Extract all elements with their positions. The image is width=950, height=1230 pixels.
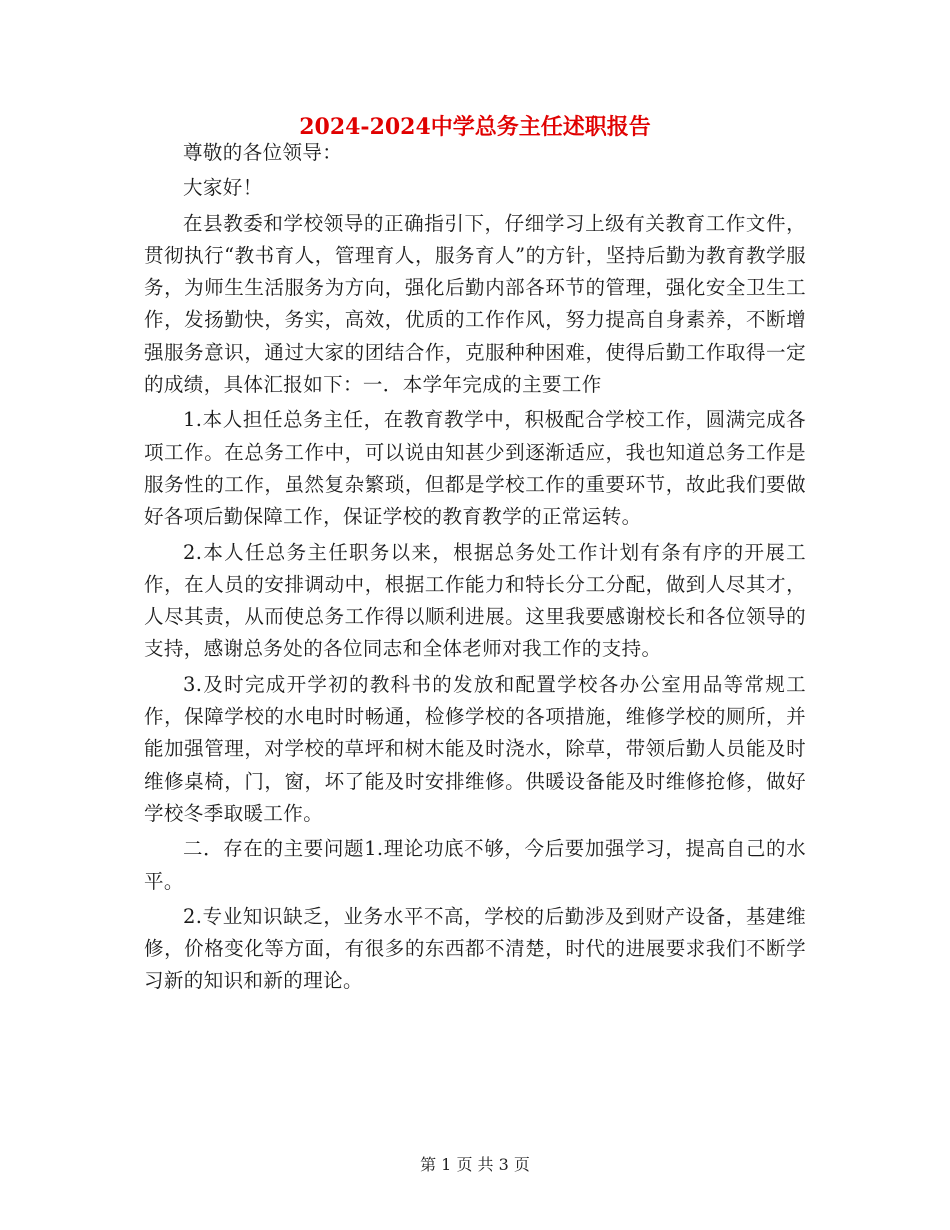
document-title: 2024-2024中学总务主任述职报告 [299,114,651,140]
greeting: 大家好！ [183,176,263,200]
problem-item-1: 二．存在的主要问题1.理论功底不够，今后要加强学习，提高自己的水平。 [144,837,806,893]
work-item-1: 1.本人担任总务主任，在教育教学中，积极配合学校工作，圆满完成各项工作。在总务工作中，可以说由知甚少到逐渐适应，我也知道总务工作是服务性的工作，虽然复杂繁琐，但都是学校工作的重要环节，故此我们要做好各项后勤保障工作，保证学校的教育教学的正常运转。 [144,408,806,529]
intro-paragraph: 在县教委和学校领导的正确指引下，仔细学习上级有关教育工作文件，贯彻执行“教书育人，管理育人，服务育人”的方针，坚持后勤为教育教学服务，为师生生活服务为方向，强化后勤内部各环节的管理，强化安全卫生工作，发扬勤快，务实，高效，优质的工作作风，努力提高自身素养，不断增强服务意识，通过大家的团结合作，克服种种困难，使得后勤工作取得一定的成绩，具体汇报如下：一．本学年完成的主要工作 [144,211,806,397]
page-number-footer: 第 1 页 共 3 页 [420,1155,530,1174]
work-item-3: 3.及时完成开学初的教科书的发放和配置学校各办公室用品等常规工作，保障学校的水电时时畅通，检修学校的各项措施，维修学校的厕所，并能加强管理，对学校的草坪和树木能及时浇水，除草，带领后勤人员能及时维修桌椅，门，窗，坏了能及时安排维修。供暖设备能及时维修抢修，做好学校冬季取暖工作。 [144,672,806,825]
problem-item-2: 2.专业知识缺乏，业务水平不高，学校的后勤涉及到财产设备，基建维修，价格变化等方面，有很多的东西都不清楚，时代的进展要求我们不断学习新的知识和新的理论。 [144,904,806,993]
document-body [144,137,806,1001]
work-item-2: 2.本人任总务主任职务以来，根据总务处工作计划有条有序的开展工作，在人员的安排调动中，根据工作能力和特长分工分配，做到人尽其才，人尽其责，从而使总务工作得以顺利进展。这里我要感谢校长和各位领导的支持，感谢总务处的各位同志和全体老师对我工作的支持。 [144,540,806,661]
salutation: 尊敬的各位领导： [183,141,343,164]
